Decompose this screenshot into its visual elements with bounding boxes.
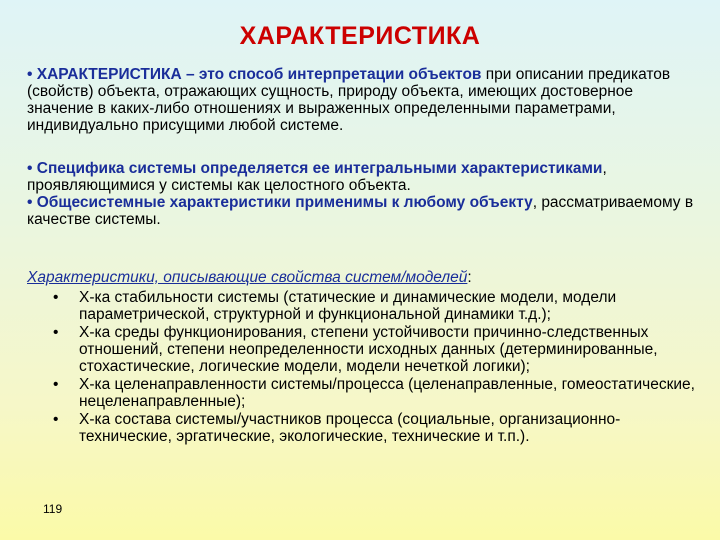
list-item-text: Х-ка среды функционирования, степени устойчивости причинно-следственных отношений, степени неопределенности исходных данных (детерминированные, стохастические, логические модели, модели нечеткой логики); bbox=[79, 324, 658, 375]
definition-bullet: • bbox=[27, 66, 33, 83]
properties-heading-line bbox=[27, 269, 697, 286]
specifics-bullet-2: • bbox=[27, 194, 33, 211]
specifics-text-2: , рассматриваемому в качестве системы. bbox=[27, 194, 694, 228]
specifics-bullet-1: • bbox=[27, 160, 33, 177]
properties-heading: Характеристики, описывающие свойства систем/моделей bbox=[27, 269, 468, 286]
slide-title: ХАРАКТЕРИСТИКА bbox=[239, 22, 481, 50]
list-item-text: Х-ка стабильности системы (статические и динамические модели, модели параметрической, структурной и функциональной динамики т.д.); bbox=[79, 289, 617, 323]
definition-lead: – это способ интерпретации объектов bbox=[181, 66, 482, 83]
properties-list bbox=[27, 289, 697, 445]
list-bullet: • bbox=[53, 411, 59, 428]
list-bullet: • bbox=[53, 324, 59, 341]
list-item bbox=[27, 289, 697, 323]
specifics-block bbox=[27, 160, 697, 228]
list-item bbox=[27, 324, 697, 375]
specifics-lead-1: Специфика системы определяется ее интегральными характеристиками bbox=[36, 160, 603, 177]
list-bullet: • bbox=[53, 289, 59, 306]
specifics-item-2 bbox=[27, 194, 697, 228]
properties-block bbox=[27, 269, 697, 446]
definition-paragraph bbox=[27, 66, 697, 134]
definition-block bbox=[27, 66, 697, 134]
specifics-item-1 bbox=[27, 160, 697, 194]
definition-text: при описании предикатов (свойств) объекта, отражающих сущность, природу объекта, имеющих достоверное значение в каких-либо отношениях и выраженных определенными параметрами, индивидуально присущими любой системе. bbox=[27, 66, 671, 134]
list-item-text: Х-ка состава системы/участников процесса (социальные, организационно-технические, эргатические, экологические, технические и т.п.). bbox=[79, 411, 621, 445]
list-bullet: • bbox=[53, 376, 59, 393]
specifics-text-1: , проявляющимися у системы как целостного объекта. bbox=[27, 160, 607, 194]
specifics-lead-2: Общесистемные характеристики применимы к любому объекту bbox=[36, 194, 533, 211]
list-item-text: Х-ка целенаправленности системы/процесса (целенаправленные, гомеостатические, нецеленаправленные); bbox=[79, 376, 695, 410]
list-item bbox=[27, 411, 697, 445]
definition-term: ХАРАКТЕРИСТИКА bbox=[36, 66, 182, 83]
properties-heading-colon: : bbox=[467, 269, 472, 286]
list-item bbox=[27, 376, 697, 410]
page-number: 119 bbox=[43, 502, 63, 516]
